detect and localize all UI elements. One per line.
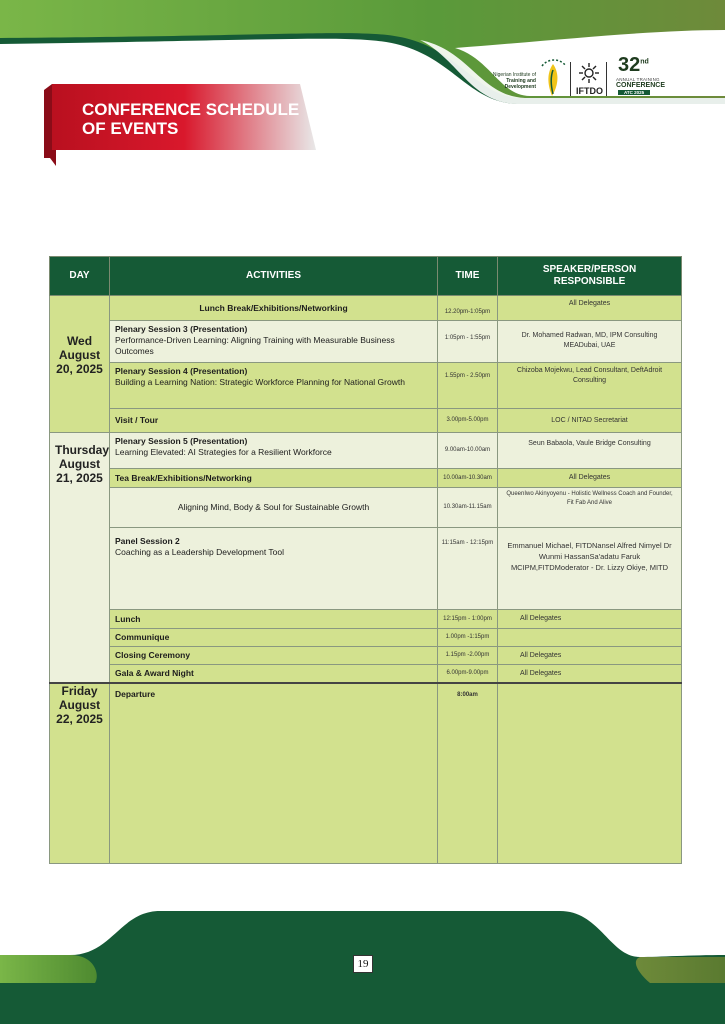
table-row — [50, 665, 682, 684]
activity-cell — [110, 488, 438, 528]
table-row — [50, 528, 682, 610]
header-speaker-line2: RESPONSIBLE — [553, 276, 626, 287]
header-speaker-line1: SPEAKER/PERSON — [542, 264, 637, 275]
table-row — [50, 647, 682, 665]
activity-cell — [110, 433, 438, 469]
table-row — [50, 363, 682, 409]
nitad-logo-text — [470, 72, 536, 90]
speaker-cell: All Delegates — [498, 469, 682, 488]
table-header-row — [50, 257, 682, 296]
speaker-cell — [498, 629, 682, 647]
iftdo-logo-icon — [578, 62, 600, 84]
speaker-cell: All Delegates — [498, 610, 682, 629]
table-row — [50, 469, 682, 488]
time-cell: 1.55pm - 2.50pm — [438, 363, 498, 409]
table-row — [50, 488, 682, 528]
speaker-cell: Dr. Mohamed Radwan, MD, IPM Consulting MEADubai, UAE — [498, 321, 682, 363]
time-cell: 3.00pm-5.00pm — [438, 409, 498, 433]
activity-title: Lunch Break/Exhibitions/Networking — [199, 302, 348, 313]
page-title-line1: CONFERENCE SCHEDULE — [82, 100, 300, 119]
speaker-cell: All Delegates — [498, 647, 682, 665]
time-cell: 10.00am-10.30am — [438, 469, 498, 488]
table-row — [50, 296, 682, 321]
day-wed-line1: Wed — [66, 334, 93, 348]
activity-title: Panel Session 2 — [115, 536, 180, 546]
activity-title: Plenary Session 4 (Presentation) — [115, 366, 248, 376]
activity-cell — [110, 647, 438, 665]
activity-cell — [110, 683, 438, 863]
activity-cell — [110, 409, 438, 433]
activity-cell — [110, 363, 438, 409]
conference-line1: ANNUAL TRAINING — [616, 77, 660, 82]
activity-cell — [110, 469, 438, 488]
activity-cell — [110, 296, 438, 321]
table-row — [50, 629, 682, 647]
activity-title: Gala & Award Night — [115, 668, 194, 678]
logo-divider-2 — [606, 62, 607, 96]
activity-subtitle: Building a Learning Nation: Strategic Workforce Planning for National Growth — [115, 377, 405, 387]
speaker-cell: Emmanuel Michael, FITDNansel Alfred Nimyel Dr Wunmi HassanSa'adatu Faruk MCIPM,FITDModerator - Dr. Lizzy Okiye, MITD — [498, 528, 682, 610]
day-thu-line1: Thursday — [55, 443, 110, 457]
time-cell: 1.00pm -1:15pm — [438, 629, 498, 647]
table-row — [50, 683, 682, 863]
org-name-line1: Nigerian Institute of — [492, 72, 536, 78]
day-wed-line2: August — [58, 348, 101, 362]
speaker-cell: All Delegates — [498, 665, 682, 684]
speaker-cell: LOC / NITAD Secretariat — [498, 409, 682, 433]
header-day: DAY — [50, 257, 110, 296]
activity-title: Closing Ceremony — [115, 650, 191, 660]
header-speaker — [498, 257, 682, 296]
activity-subtitle: Aligning Mind, Body & Soul for Sustainable Growth — [177, 502, 370, 512]
speaker-cell: Seun Babaola, Vaule Bridge Consulting — [498, 433, 682, 469]
activity-cell — [110, 665, 438, 684]
page-number: 19 — [353, 955, 373, 973]
activity-subtitle: Coaching as a Leadership Development Tool — [115, 547, 285, 557]
activity-cell — [110, 321, 438, 363]
org-name-line2: Training and — [506, 78, 536, 84]
activity-title: Tea Break/Exhibitions/Networking — [115, 472, 252, 483]
logo-divider — [570, 62, 571, 96]
conference-number — [618, 54, 649, 77]
activity-subtitle: Learning Elevated: AI Strategies for a Resilient Workforce — [115, 447, 332, 457]
activity-title: Lunch — [115, 613, 141, 624]
nitad-logo-icon — [536, 56, 570, 100]
day-fri-line2: August — [58, 698, 101, 712]
speaker-cell: All Delegates — [498, 296, 682, 321]
conference-line2: CONFERENCE — [616, 82, 666, 89]
org-name-line3: Development — [504, 84, 536, 90]
day-wed-line3: 20, 2025 — [56, 362, 103, 376]
day-fri-line1: Friday — [61, 684, 98, 698]
day-cell-fri — [50, 683, 110, 863]
time-cell: 12.20pm-1:05pm — [438, 296, 498, 321]
time-cell: 12:15pm - 1:00pm — [438, 610, 498, 629]
day-cell-wed — [50, 296, 110, 433]
day-fri-line3: 22, 2025 — [56, 712, 103, 726]
time-cell: 9.00am-10.00am — [438, 433, 498, 469]
activity-cell — [110, 629, 438, 647]
speaker-cell — [498, 683, 682, 863]
time-cell: 11:15am - 12:15pm — [438, 528, 498, 610]
activity-subtitle: Performance-Driven Learning: Aligning Training with Measurable Business Outcomes — [115, 335, 395, 356]
time-cell: 10.30am-11.15am — [438, 488, 498, 528]
time-cell: 1.15pm -2.00pm — [438, 647, 498, 665]
page-title — [82, 100, 299, 138]
time-cell: 8:00am — [438, 683, 498, 863]
speaker-cell: Chizoba Mojekwu, Lead Consultant, DeftAdroit Consulting — [498, 363, 682, 409]
activity-cell — [110, 528, 438, 610]
activity-title: Communique — [115, 632, 170, 642]
header-time: TIME — [438, 257, 498, 296]
table-row — [50, 610, 682, 629]
day-thu-line2: August — [58, 457, 101, 471]
page-title-line2: OF EVENTS — [82, 119, 179, 138]
conference-number-value: 32 — [618, 54, 641, 76]
table-row — [50, 433, 682, 469]
speaker-cell: QueenIwo Akinyoyenu - Holistic Wellness Coach and Founder, Fit Fab And Alive — [498, 488, 682, 528]
activity-title: Plenary Session 3 (Presentation) — [115, 324, 248, 334]
day-thu-line3: 21, 2025 — [56, 471, 103, 485]
iftdo-label: IFTDO — [576, 86, 603, 96]
time-cell: 1:05pm - 1:55pm — [438, 321, 498, 363]
table-row — [50, 409, 682, 433]
activity-title: Plenary Session 5 (Presentation) — [115, 436, 248, 446]
schedule-table — [49, 256, 682, 864]
activity-cell — [110, 610, 438, 629]
activity-title: Visit / Tour — [115, 415, 159, 425]
conference-number-suffix: nd — [640, 58, 649, 66]
time-cell: 6.00pm-9.00pm — [438, 665, 498, 684]
table-row — [50, 321, 682, 363]
conference-line3: ATC 2025 — [618, 90, 650, 95]
day-cell-thu — [50, 433, 110, 684]
header-activities: ACTIVITIES — [110, 257, 438, 296]
activity-title: Departure — [115, 689, 156, 699]
